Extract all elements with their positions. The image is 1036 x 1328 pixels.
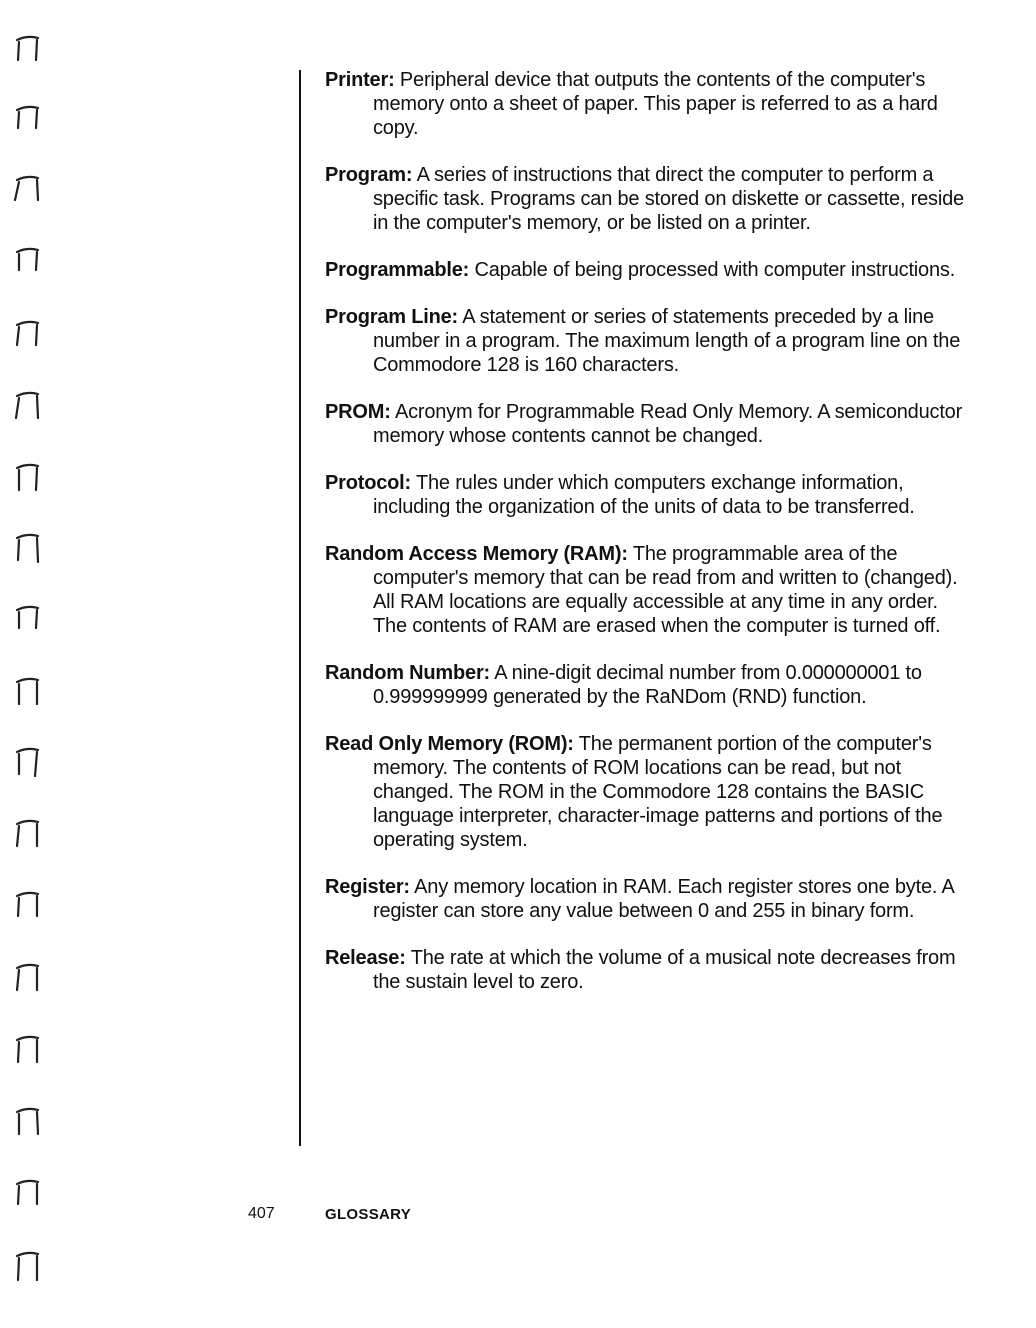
glossary-entry-programmable [325, 258, 975, 282]
entry-term: Program: [325, 164, 413, 186]
glossary-entry-protocol [325, 471, 975, 519]
entry-definition: The permanent portion of the computer's memory. The contents of ROM locations can be read, but not changed. The ROM in the Commodore 128 contains the BASIC language interpreter, character-image patterns and portions of the operating system. [373, 733, 943, 851]
margin-rule [299, 70, 301, 1146]
glossary-entry-ram [325, 542, 975, 638]
entry-definition: A statement or series of statements preceded by a line number in a program. The maximum length of a program line on the Commodore 128 is 160 characters. [373, 306, 961, 376]
entry-term: Random Access Memory (RAM): [325, 543, 628, 565]
entry-term: Program Line: [325, 306, 458, 328]
glossary-entry-release [325, 946, 975, 994]
glossary-entry-register [325, 875, 975, 923]
entry-definition: Peripheral device that outputs the contents of the computer's memory onto a sheet of paper. This paper is referred to as a hard copy. [373, 69, 938, 139]
entry-term: Random Number: [325, 662, 490, 684]
glossary-entry-rom [325, 732, 975, 852]
entry-definition: A nine-digit decimal number from 0.000000001 to 0.999999999 generated by the RaNDom (RND) function. [373, 662, 922, 708]
section-title: GLOSSARY [325, 1206, 412, 1223]
glossary-entry-program-line [325, 305, 975, 377]
entry-definition: Any memory location in RAM. Each register stores one byte. A register can store any value between 0 and 255 in binary form. [373, 876, 954, 922]
entry-definition: The rate at which the volume of a musical note decreases from the sustain level to zero. [373, 947, 956, 993]
entry-definition: The programmable area of the computer's memory that can be read from and written to (changed). All RAM locations are equally accessible at any time in any order. The contents of RAM are erased when the computer is turned off. [373, 543, 958, 637]
entry-term: Printer: [325, 69, 395, 91]
entry-term: Register: [325, 876, 410, 898]
binding-marks [0, 0, 60, 1328]
glossary-entry-random-number [325, 661, 975, 709]
glossary-entries [325, 68, 975, 1017]
entry-definition: Acronym for Programmable Read Only Memory. A semiconductor memory whose contents cannot be changed. [373, 401, 963, 447]
entry-term: Protocol: [325, 472, 411, 494]
entry-term: Release: [325, 947, 406, 969]
glossary-entry-program [325, 163, 975, 235]
entry-definition: The rules under which computers exchange information, including the organization of the units of data to be transferred. [373, 472, 915, 518]
entry-definition: A series of instructions that direct the computer to perform a specific task. Programs can be stored on diskette or cassette, reside in the computer's memory, or be listed on a printer. [373, 164, 964, 234]
entry-term: PROM: [325, 401, 391, 423]
glossary-entry-prom [325, 400, 975, 448]
entry-term: Read Only Memory (ROM): [325, 733, 574, 755]
glossary-entry-printer [325, 68, 975, 140]
page-number: 407 [248, 1205, 275, 1222]
entry-term: Programmable: [325, 259, 470, 281]
entry-definition: Capable of being processed with computer instructions. [474, 259, 956, 281]
